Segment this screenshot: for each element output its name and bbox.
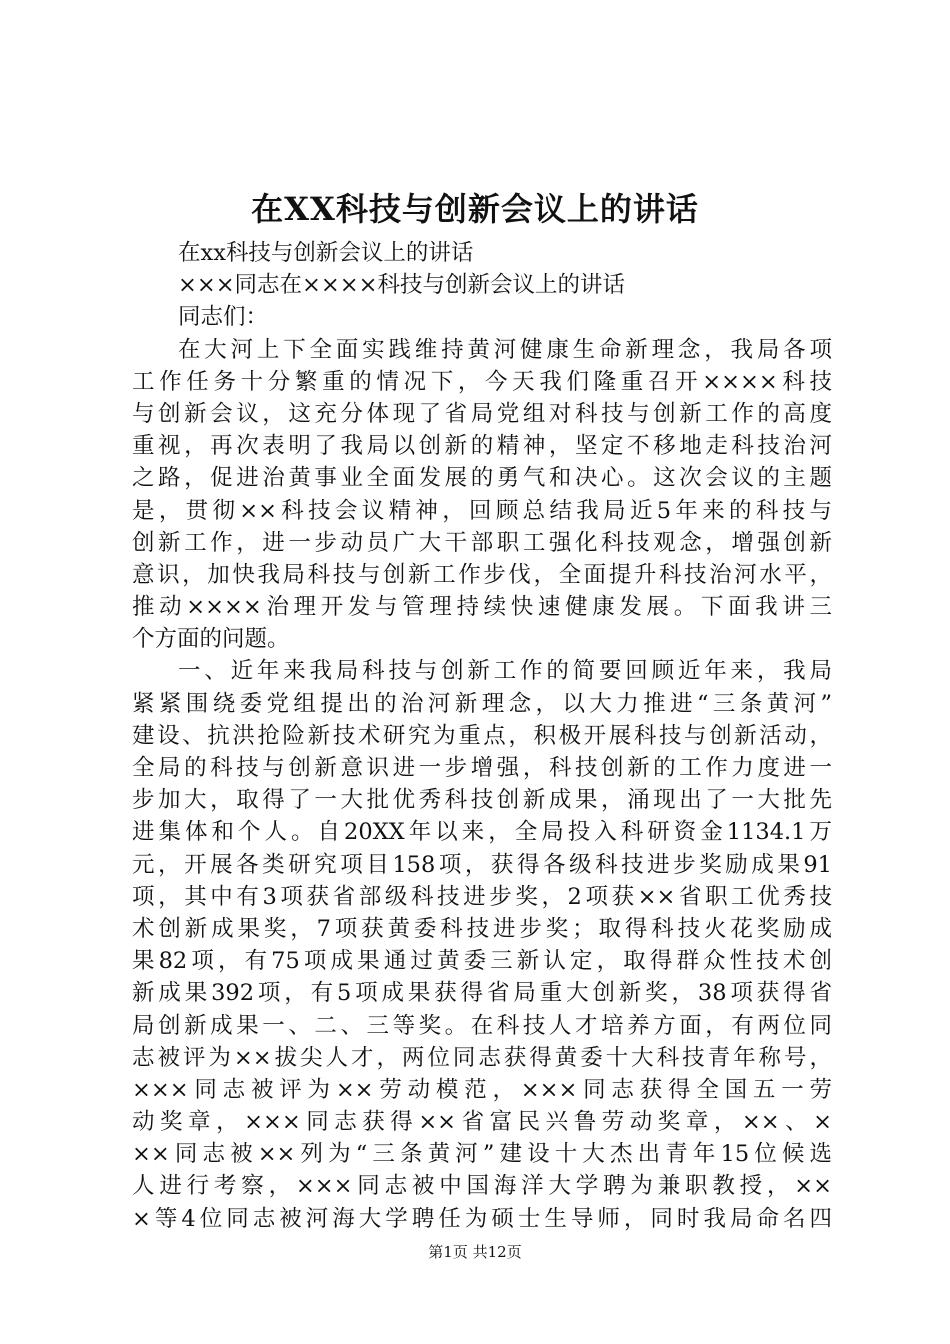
body-line: 重视，再次表明了我局以创新的精神，坚定不移地走科技治河 (132, 433, 832, 460)
body-line: 意识，加快我局科技与创新工作步伐，全面提升科技治河水平， (132, 561, 832, 588)
page-footer: 第1页 共12页 (428, 1243, 522, 1261)
body-line: 与创新会议，这充分体现了省局党组对科技与创新工作的高度 (132, 400, 832, 427)
body-line: 在xx科技与创新会议上的讲话 (178, 240, 474, 266)
body-line: 局创新成果一、二、三等奖。在科技人才培养方面，有两位同 (132, 1012, 832, 1039)
body-line: 推动××××治理开发与管理持续快速健康发展。下面我讲三 (132, 594, 832, 621)
body-line: 在大河上下全面实践维持黄河健康生命新理念，我局各项 (178, 336, 832, 363)
body-line: 个方面的问题。 (132, 626, 290, 653)
body-line: 工作任务十分繁重的情况下，今天我们隆重召开××××科技 (132, 368, 832, 395)
body-line: 全局的科技与创新意识进一步增强，科技创新的工作力度进一 (132, 755, 832, 781)
body-line: 同志们： (178, 304, 269, 331)
body-line: 紧紧围绕委党组提出的治河新理念，以大力推进“三条黄河” (132, 690, 832, 717)
body-line: 术创新成果奖，7项获黄委科技进步奖；取得科技火花奖励成 (132, 915, 832, 942)
body-line: ×等4位同志被河海大学聘任为硕士生导师，同时我局命名四 (132, 1205, 832, 1232)
body-line: 建设、抗洪抢险新技术研究为重点，积极开展科技与创新活动， (132, 722, 832, 749)
body-line: 之路，促进治黄事业全面发展的勇气和决心。这次会议的主题 (132, 465, 832, 492)
body-line: 是，贯彻××科技会议精神，回顾总结我局近5年来的科技与 (132, 497, 832, 524)
body-line: 步加大，取得了一大批优秀科技创新成果，涌现出了一大批先 (132, 787, 832, 814)
body-line: 进集体和个人。自20XX年以来，全局投入科研资金1134.1万 (132, 819, 832, 846)
body-line: 动奖章，×××同志获得××省富民兴鲁劳动奖章，××、× (132, 1109, 832, 1136)
body-line: 人进行考察，×××同志被中国海洋大学聘为兼职教授，×× (132, 1173, 832, 1200)
body-line: 创新工作，进一步动员广大干部职工强化科技观念，增强创新 (132, 529, 832, 556)
body-line: 一、近年来我局科技与创新工作的简要回顾近年来，我局 (178, 658, 832, 685)
body-line: 志被评为××拔尖人才，两位同志获得黄委十大科技青年称号， (132, 1044, 832, 1071)
body-line: ××同志被××列为“三条黄河”建设十大杰出青年15位候选 (132, 1141, 832, 1168)
document-title: 在XX科技与创新会议上的讲话 (251, 190, 699, 228)
body-line: ×××同志被评为××劳动模范，×××同志获得全国五一劳 (132, 1076, 832, 1103)
body-line: ×××同志在××××科技与创新会议上的讲话 (178, 272, 625, 299)
body-line: 项，其中有3项获省部级科技进步奖，2项获××省职工优秀技 (132, 883, 832, 910)
body-line: 元，开展各类研究项目158项，获得各级科技进步奖励成果91 (132, 851, 832, 878)
body-line: 果82项，有75项成果通过黄委三新认定，取得群众性技术创 (132, 948, 832, 975)
body-line: 新成果392项，有5项成果获得省局重大创新奖，38项获得省 (132, 980, 832, 1007)
document-body (132, 237, 832, 1235)
